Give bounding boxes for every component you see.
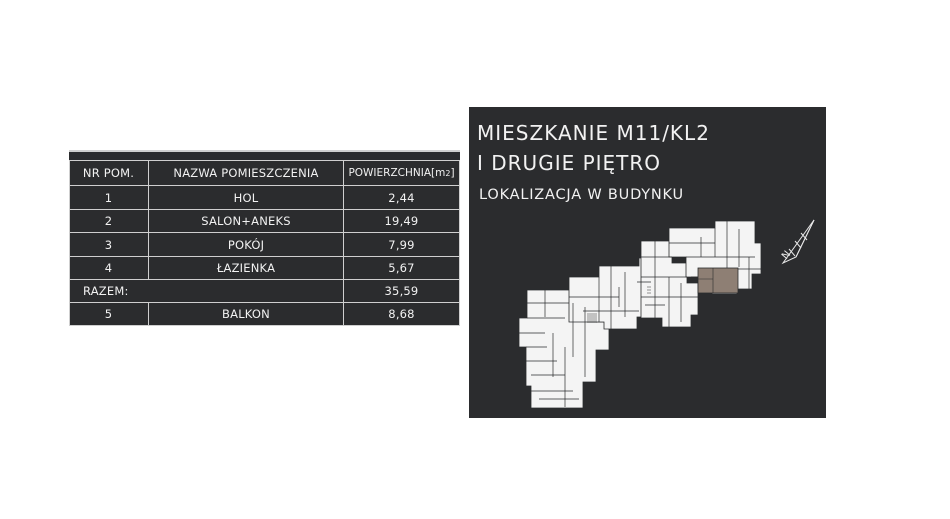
total-label: RAZEM: xyxy=(83,284,129,298)
room-number: 3 xyxy=(104,237,113,252)
room-name: POKÓJ xyxy=(227,237,265,252)
room-name: BALKON xyxy=(222,307,270,321)
building-location-panel xyxy=(469,107,826,418)
floor-title: I DRUGIE PIĘTRO xyxy=(477,151,662,175)
header-area-bracket: ] xyxy=(450,167,455,179)
room-number: 1 xyxy=(104,190,113,205)
header-area-unit-exponent: 2 xyxy=(445,168,451,178)
room-area: 19,49 xyxy=(384,214,419,228)
room-area: 7,99 xyxy=(388,237,415,252)
header-area-text: POWIERZCHNIA[m xyxy=(348,167,446,179)
table-col-divider xyxy=(459,160,460,326)
room-area: 2,44 xyxy=(388,190,415,205)
apartment-title: MIESZKANIE M11/KL2 xyxy=(477,121,710,145)
apartment-highlight xyxy=(698,268,738,293)
header-room-area xyxy=(344,161,459,185)
table-top-border xyxy=(69,150,460,152)
room-area: 5,67 xyxy=(388,261,415,275)
room-area-table xyxy=(69,150,460,326)
room-area: 8,68 xyxy=(388,307,415,321)
room-number: 4 xyxy=(104,261,113,275)
room-name: ŁAZIENKA xyxy=(216,261,276,275)
room-name: HOL xyxy=(233,190,259,205)
room-name: SALON+ANEKS xyxy=(201,214,291,228)
building-floor-plan xyxy=(469,107,826,418)
total-area: 35,59 xyxy=(384,284,419,298)
building-outline xyxy=(519,221,761,408)
room-number: 2 xyxy=(104,214,113,228)
header-room-number: NR POM. xyxy=(82,166,135,180)
table-bottom-border xyxy=(69,325,460,326)
location-subtitle: LOKALIZACJA W BUDYNKU xyxy=(479,187,684,203)
north-arrow-letter: N xyxy=(780,248,794,262)
header-room-name: NAZWA POMIESZCZENIA xyxy=(173,166,319,180)
room-number: 5 xyxy=(104,307,113,321)
